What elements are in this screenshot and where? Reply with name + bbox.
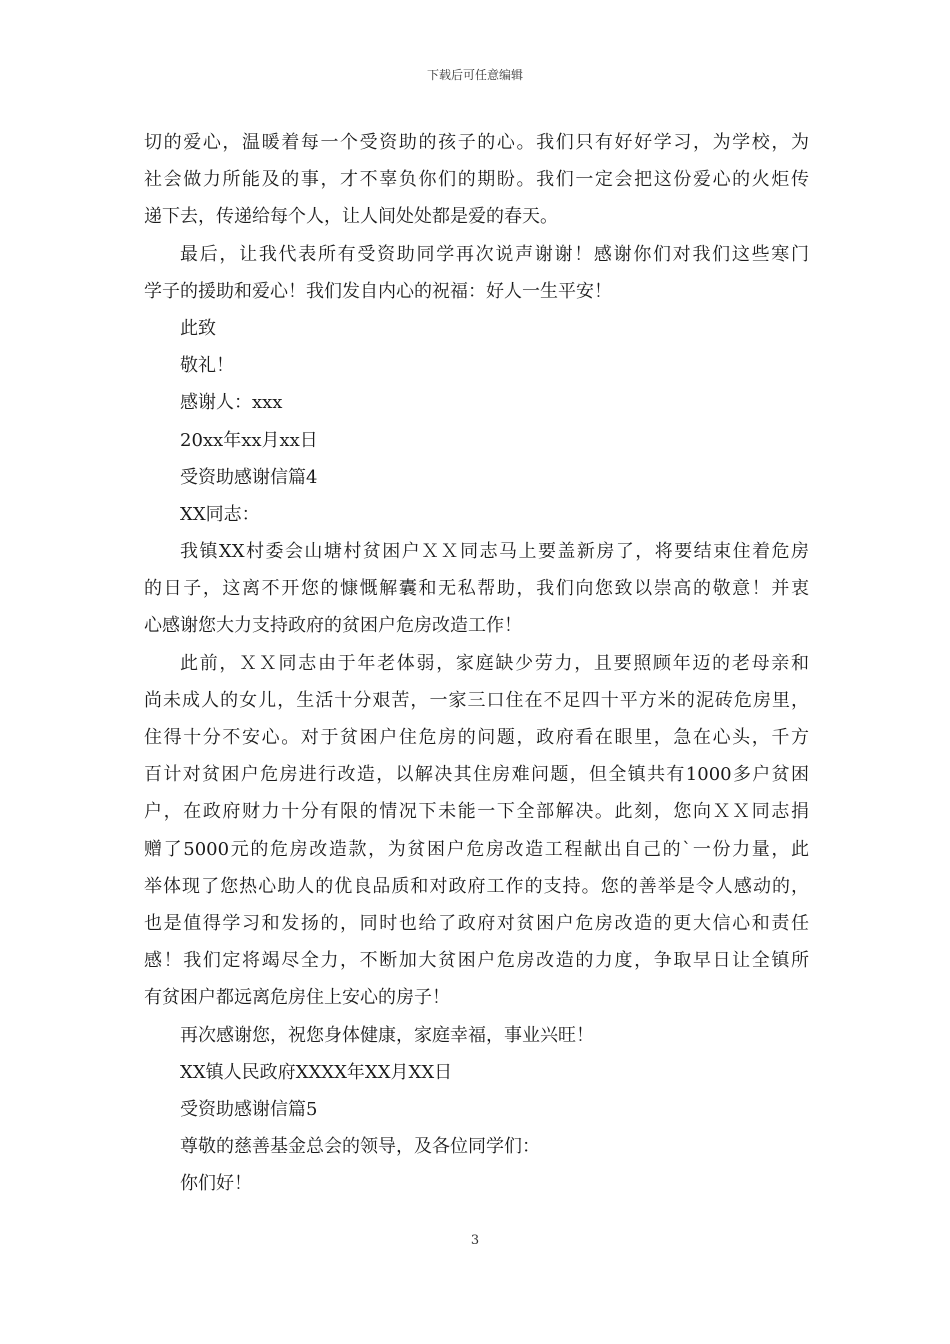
text-line: 有贫困户都远离危房住上安心的房子！ <box>144 987 450 1009</box>
text-line: 住得十分不安心。对于贫困户住危房的问题，政府看在眼里，急在心头，千方 <box>144 727 809 748</box>
text-line: XX镇人民政府XXXX年XX月XX日 <box>180 1061 453 1083</box>
text-line: 此前，ＸＸ同志由于年老体弱，家庭缺少劳力，且要照顾年迈的老母亲和 <box>180 652 809 674</box>
text-line: 再次感谢您，祝您身体健康，家庭幸福，事业兴旺！ <box>180 1024 594 1046</box>
text-line: 尚未成人的女儿，生活十分艰苦，一家三口住在不足四十平方米的泥砖危房里， <box>144 689 809 711</box>
text-line: 此致 <box>180 317 216 339</box>
text-line: 敬礼！ <box>180 355 234 377</box>
text-line: 社会做力所能及的事，才不辜负你们的期盼。我们一定会把这份爱心的火炬传 <box>144 169 809 191</box>
text-line: XX同志： <box>180 503 260 525</box>
page-number: 3 <box>470 1233 480 1248</box>
page-header: 下载后可任意编辑 <box>426 68 523 82</box>
text-line: 户，在政府财力十分有限的情况下未能一下全部解决。此刻，您向ＸＸ同志捐 <box>144 801 809 823</box>
text-line: 你们好！ <box>180 1173 252 1195</box>
text-line: 感谢人：xxx <box>180 392 283 414</box>
text-line: 也是值得学习和发扬的，同时也给了政府对贫困户危房改造的更大信心和责任 <box>144 912 809 934</box>
text-line: 20xx年xx月xx日 <box>180 429 318 451</box>
text-line: 赠了5000元的危房改造款，为贫困户危房改造工程献出自己的`一份力量，此 <box>144 838 809 860</box>
text-line: 受资助感谢信篇4 <box>180 466 318 488</box>
text-line: 切的爱心，温暖着每一个受资助的孩子的心。我们只有好好学习，为学校，为 <box>144 132 809 153</box>
text-line: 学子的援助和爱心！我们发自内心的祝福：好人一生平安！ <box>144 280 612 302</box>
text-line: 的日子，这离不开您的慷慨解囊和无私帮助，我们向您致以崇高的敬意！并衷 <box>144 578 809 600</box>
text-line: 我镇XX村委会山塘村贫困户ＸＸ同志马上要盖新房了，将要结束住着危房 <box>180 541 809 563</box>
text-line: 递下去，传递给每个人，让人间处处都是爱的春天。 <box>144 206 558 228</box>
text-line: 举体现了您热心助人的优良品质和对政府工作的支持。您的善举是令人感动的， <box>144 875 809 897</box>
text-line: 感！我们定将竭尽全力，不断加大贫困户危房改造的力度，争取早日让全镇所 <box>144 950 809 972</box>
text-line: 心感谢您大力支持政府的贫困户危房改造工作！ <box>144 615 522 637</box>
text-line: 最后，让我代表所有受资助同学再次说声谢谢！感谢你们对我们这些寒门 <box>180 243 809 265</box>
text-line: 受资助感谢信篇5 <box>180 1098 318 1120</box>
text-line: 百计对贫困户危房进行改造，以解决其住房难问题，但全镇共有1000多户贫困 <box>144 764 809 786</box>
text-line: 尊敬的慈善基金总会的领导，及各位同学们： <box>180 1136 540 1158</box>
document-body <box>144 124 809 1202</box>
